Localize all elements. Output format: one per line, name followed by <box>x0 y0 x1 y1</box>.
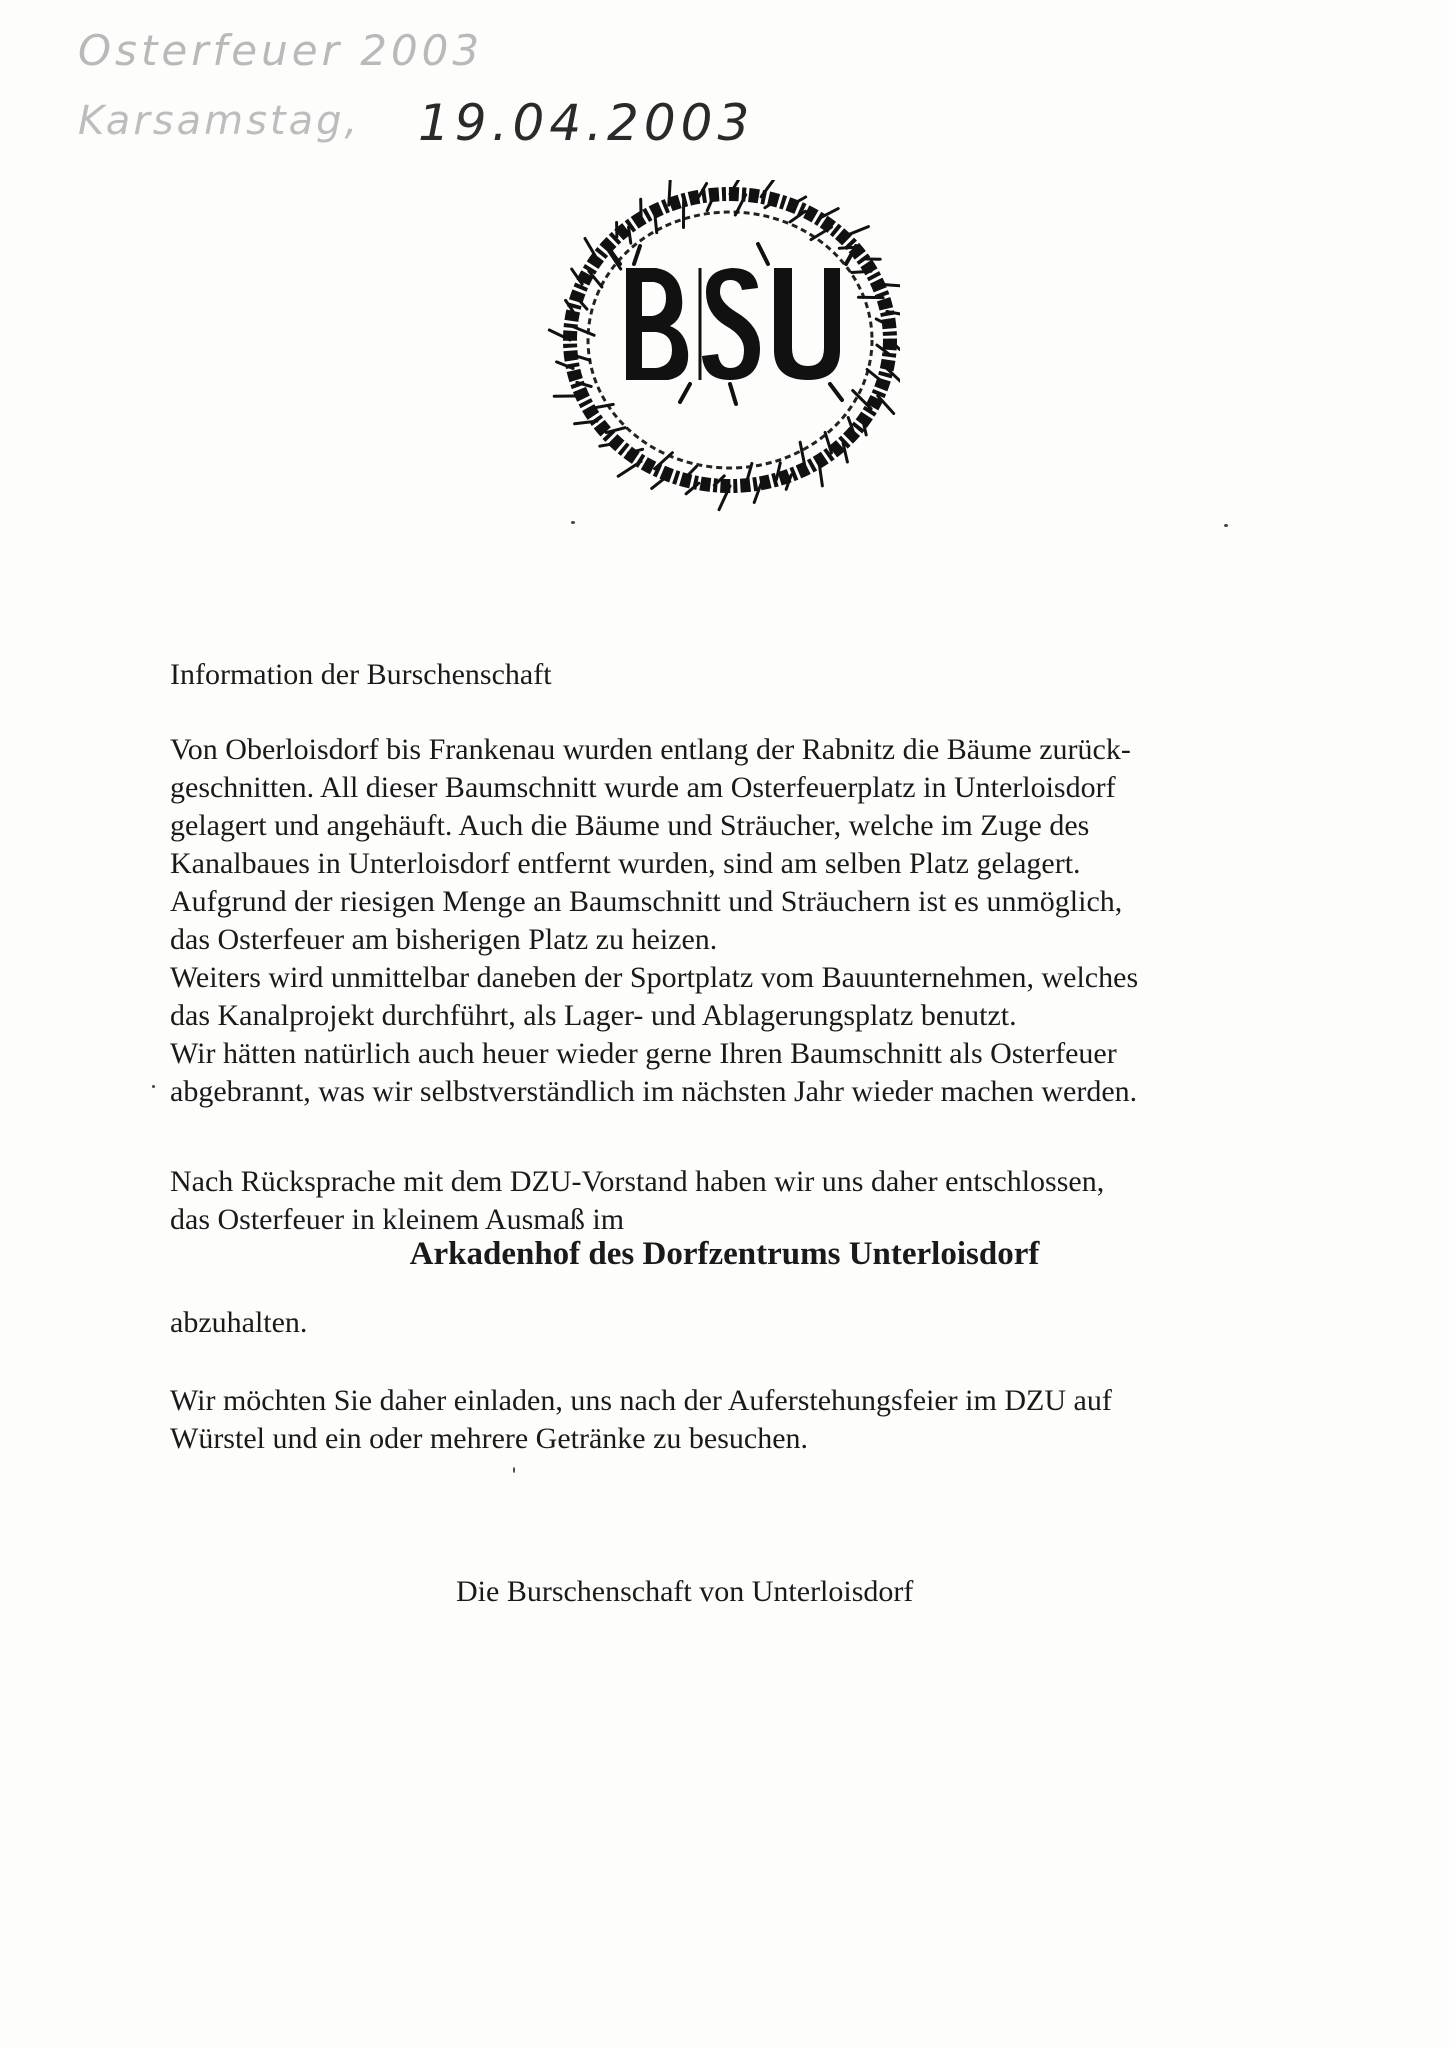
venue-title: Arkadenhof des Dorfzentrums Unterloisdorf <box>409 1236 1040 1272</box>
handwritten-note-day: Karsamstag, <box>78 98 361 144</box>
paragraph-line: Nach Rücksprache mit dem DZU-Vorstand haben wir uns daher entschlossen, <box>170 1165 1105 1198</box>
paragraph-line: das Kanalprojekt durchführt, als Lager- und Ablagerungsplatz benutzt. <box>170 999 1017 1032</box>
letter-heading: Information der Burschenschaft <box>170 658 552 691</box>
scan-speck <box>513 1467 515 1473</box>
scan-speck <box>1224 524 1228 527</box>
paragraph-line: geschnitten. All dieser Baumschnitt wurde am Osterfeuerplatz in Unterloisdorf <box>170 771 1116 804</box>
paragraph-line: Wir möchten Sie daher einladen, uns nach der Auferstehungsfeier im DZU auf <box>170 1384 1112 1417</box>
handwritten-note-title: Osterfeuer 2003 <box>78 26 484 75</box>
letter-paragraph-3 <box>170 1382 1112 1458</box>
paragraph-line: Wir hätten natürlich auch heuer wieder gerne Ihren Baumschnitt als Osterfeuer <box>170 1037 1117 1070</box>
paragraph-line: gelagert und angehäuft. Auch die Bäume und Sträucher, welche im Zuge des <box>170 809 1090 842</box>
bsu-logo <box>530 180 900 515</box>
paragraph-line: Kanalbaues in Unterloisdorf entfernt wurden, sind am selben Platz gelagert. <box>170 847 1081 880</box>
paragraph-line: das Osterfeuer am bisherigen Platz zu heizen. <box>170 923 718 956</box>
paragraph-line: Von Oberloisdorf bis Frankenau wurden entlang der Rabnitz die Bäume zurück- <box>170 733 1131 766</box>
letter-paragraph-1 <box>170 731 1138 1111</box>
logo-letters <box>610 244 856 404</box>
scan-speck <box>571 521 575 524</box>
letter-paragraph-2 <box>170 1163 1104 1239</box>
paragraph-line: Aufgrund der riesigen Menge an Baumschnitt und Sträuchern ist es unmöglich, <box>170 885 1123 918</box>
logo-wreath <box>549 180 900 510</box>
paragraph-line: abgebrannt, was wir selbstverständlich im nächsten Jahr wieder machen werden. <box>170 1075 1138 1108</box>
paragraph-line: Würstel und ein oder mehrere Getränke zu besuchen. <box>170 1422 809 1455</box>
signature-line: Die Burschenschaft von Unterloisdorf <box>456 1575 914 1608</box>
after-venue-text: abzuhalten. <box>170 1306 308 1339</box>
paragraph-line: Weiters wird unmittelbar daneben der Sportplatz vom Bauunternehmen, welches <box>170 961 1139 994</box>
handwritten-note-date: 19.04.2003 <box>418 94 755 152</box>
paragraph-line: das Osterfeuer in kleinem Ausmaß im <box>170 1203 625 1236</box>
scan-speck <box>152 1085 155 1088</box>
